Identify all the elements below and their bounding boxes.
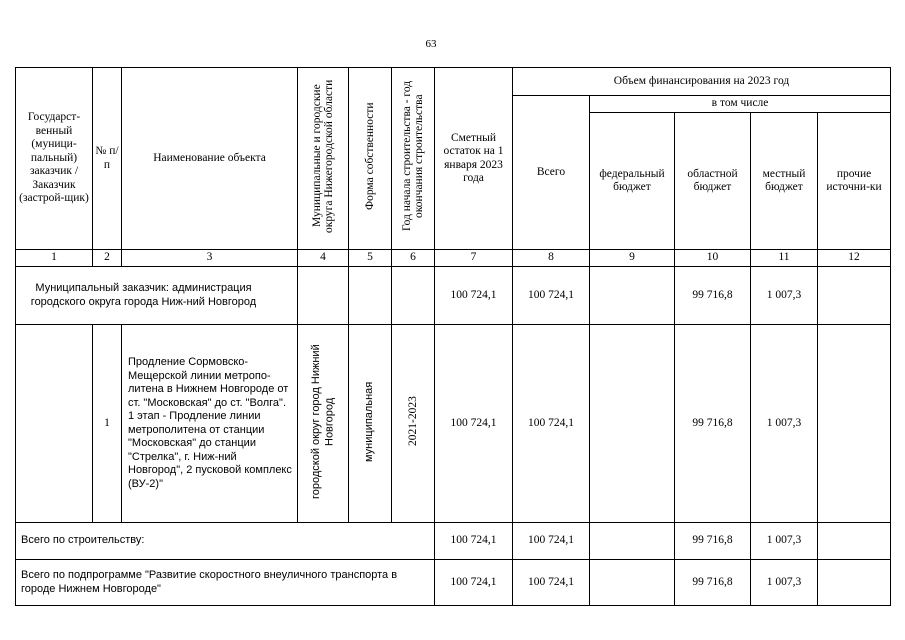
header-ownership: [349, 68, 392, 250]
cell-total: 100 724,1: [513, 523, 590, 560]
cell-local: 1 007,3: [751, 560, 818, 606]
column-number-row: [16, 250, 891, 267]
cell-estimate: 100 724,1: [435, 267, 513, 325]
cell-total: 100 724,1: [513, 560, 590, 606]
header-years: [392, 68, 435, 250]
cell-total: 100 724,1: [513, 325, 590, 523]
object-years-text: 2021-2023: [407, 396, 419, 447]
col-num: 12: [818, 250, 891, 267]
object-name: Продление Сормовско-Мещерской линии метропо-литена в Нижнем Новгороде от ст. "Московская" до ст. "Волга". 1 этап - Продление линии метрополитена от станции "Московская" до станции "Стрелка", г. Ниж-ний Новгород", 2 пусковой комплекс (ВУ-2)": [122, 325, 298, 523]
header-incl-group: в том числе: [590, 96, 891, 113]
cell-other: [818, 267, 891, 325]
header-funding-group: Объем финансирования на 2023 год: [513, 68, 891, 96]
cell-estimate: 100 724,1: [435, 523, 513, 560]
total-subprogram-row: [16, 560, 891, 606]
cell-federal: [590, 325, 675, 523]
header-customer: Государст-венный (муници-пальный) заказчик / Заказчик (застрой-щик): [16, 68, 93, 250]
cell-regional: 99 716,8: [675, 523, 751, 560]
cell-estimate: 100 724,1: [435, 560, 513, 606]
object-ownership: [349, 325, 392, 523]
object-district-text: городской округ город Нижний Новгород: [309, 343, 335, 499]
col-num: 10: [675, 250, 751, 267]
cell-local: 1 007,3: [751, 267, 818, 325]
object-district: [298, 325, 349, 523]
header-number: № п/п: [93, 68, 122, 250]
object-years: [392, 325, 435, 523]
header-federal: федеральный бюджет: [590, 113, 675, 250]
cell-regional: 99 716,8: [675, 267, 751, 325]
cell-total: 100 724,1: [513, 267, 590, 325]
col-num: 3: [122, 250, 298, 267]
cell-federal: [590, 523, 675, 560]
total-construction-label: Всего по строительству:: [16, 523, 435, 560]
col-num: 5: [349, 250, 392, 267]
cell-other: [818, 560, 891, 606]
financing-table: [15, 67, 891, 606]
header-ownership-text: Форма собственности: [364, 102, 376, 211]
page-number: 63: [425, 38, 437, 50]
col-num: 4: [298, 250, 349, 267]
object-ownership-text: муниципальная: [363, 381, 376, 462]
customer-label: Муниципальный заказчик: администрация городского округа города Ниж-ний Новгород: [16, 267, 298, 325]
col-num: 9: [590, 250, 675, 267]
total-subprogram-label: Всего по подпрограмме "Развитие скоростного внеуличного транспорта в городе Нижнем Новгороде": [16, 560, 435, 606]
cell-regional: 99 716,8: [675, 560, 751, 606]
header-regional: областной бюджет: [675, 113, 751, 250]
cell-other: [818, 325, 891, 523]
object-row: [16, 325, 891, 523]
customer-row: [16, 267, 891, 325]
total-construction-row: [16, 523, 891, 560]
header-object-name: Наименование объекта: [122, 68, 298, 250]
col-num: 6: [392, 250, 435, 267]
header-total: Всего: [513, 96, 590, 250]
cell-local: 1 007,3: [751, 325, 818, 523]
header-district: [298, 68, 349, 250]
cell-federal: [590, 267, 675, 325]
col-num: 1: [16, 250, 93, 267]
col-num: 7: [435, 250, 513, 267]
header-other: прочие источни-ки: [818, 113, 891, 250]
col-num: 2: [93, 250, 122, 267]
col-num: 8: [513, 250, 590, 267]
header-years-text: Год начала строительства - год окончания строительства: [401, 81, 425, 232]
cell-local: 1 007,3: [751, 523, 818, 560]
col-num: 11: [751, 250, 818, 267]
cell-estimate: 100 724,1: [435, 325, 513, 523]
header-district-text: Муниципальные и городские округа Нижегородской области: [311, 79, 335, 233]
header-local: местный бюджет: [751, 113, 818, 250]
cell-regional: 99 716,8: [675, 325, 751, 523]
header-estimate-balance: Сметный остаток на 1 января 2023 года: [435, 68, 513, 250]
cell-other: [818, 523, 891, 560]
object-number: 1: [93, 325, 122, 523]
cell-federal: [590, 560, 675, 606]
